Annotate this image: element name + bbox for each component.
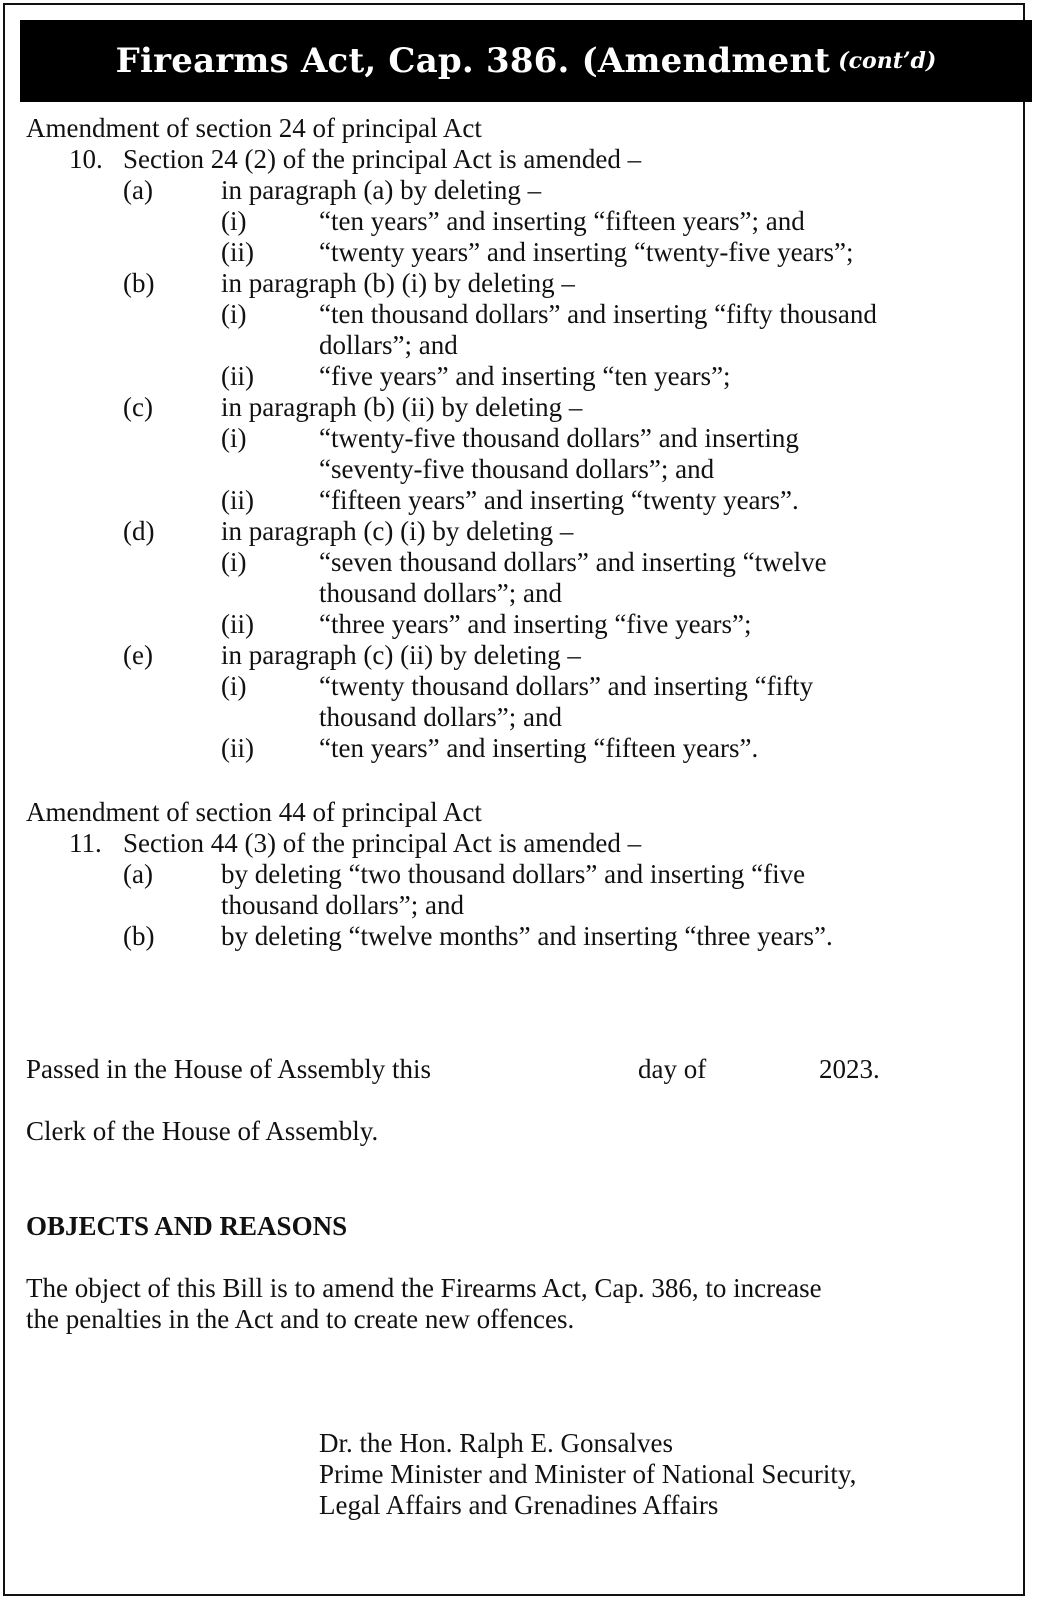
- subparagraph-text: “fifteen years” and inserting “twenty years”.: [319, 485, 799, 515]
- subparagraph-text: “three years” and inserting “five years”;: [319, 609, 752, 639]
- objects-line-2: the penalties in the Act and to create new offences.: [26, 1304, 575, 1334]
- subparagraph-text: “seven thousand dollars” and inserting “twelve: [319, 547, 827, 577]
- subparagraph-continuation: thousand dollars”; and: [319, 702, 562, 732]
- subparagraph-text: “twenty-five thousand dollars” and inserting: [319, 423, 799, 453]
- objects-section: [26, 1211, 1026, 1242]
- paragraph-text: by deleting “two thousand dollars” and inserting “five: [221, 859, 806, 889]
- subparagraph-label: (i): [221, 206, 247, 236]
- section-24-heading: Amendment of section 24 of principal Act: [26, 113, 482, 143]
- signatory-title-1: Prime Minister and Minister of National Security,: [319, 1459, 857, 1489]
- document-body: [26, 113, 1026, 764]
- title-banner: [20, 20, 1032, 102]
- section-44: [26, 797, 1026, 952]
- document-title: Firearms Act, Cap. 386. (Amendment: [115, 41, 831, 81]
- passed-text: Passed in the House of Assembly this: [26, 1054, 431, 1084]
- subparagraph-text: “twenty years” and inserting “twenty-five years”;: [319, 237, 854, 267]
- paragraph-continuation: thousand dollars”; and: [221, 890, 464, 920]
- objects-body: [26, 1273, 1026, 1335]
- subparagraph-label: (ii): [221, 237, 254, 267]
- clause-intro: Section 44 (3) of the principal Act is amended –: [123, 828, 642, 858]
- subparagraph-continuation: thousand dollars”; and: [319, 578, 562, 608]
- paragraph-text: in paragraph (b) (ii) by deleting –: [221, 392, 583, 422]
- paragraph-text: in paragraph (b) (i) by deleting –: [221, 268, 575, 298]
- clerk-line: [26, 1116, 1026, 1147]
- signature-block: [26, 1428, 1026, 1521]
- signatory-name: Dr. the Hon. Ralph E. Gonsalves: [319, 1428, 673, 1458]
- subparagraph-text: “ten thousand dollars” and inserting “fifty thousand: [319, 299, 877, 329]
- paragraph-text: in paragraph (c) (ii) by deleting –: [221, 640, 581, 670]
- clause-number: 11.: [69, 828, 102, 858]
- subparagraph-label: (i): [221, 547, 247, 577]
- subparagraph-label: (i): [221, 423, 247, 453]
- paragraph-label: (a): [123, 859, 153, 889]
- paragraph-label: (e): [123, 640, 153, 670]
- clause-number: 10.: [69, 144, 103, 174]
- subparagraph-label: (i): [221, 299, 247, 329]
- signatory-title-2: Legal Affairs and Grenadines Affairs: [319, 1490, 719, 1520]
- subparagraph-text: “twenty thousand dollars” and inserting “fifty: [319, 671, 814, 701]
- subparagraph-label: (ii): [221, 485, 254, 515]
- subparagraph-text: “ten years” and inserting “fifteen years”.: [319, 733, 759, 763]
- objects-heading: OBJECTS AND REASONS: [26, 1211, 348, 1241]
- subparagraph-label: (i): [221, 671, 247, 701]
- paragraph-label: (b): [123, 268, 155, 298]
- subparagraph-text: “five years” and inserting “ten years”;: [319, 361, 731, 391]
- paragraph-label: (b): [123, 921, 155, 951]
- paragraph-label: (d): [123, 516, 155, 546]
- subparagraph-label: (ii): [221, 733, 254, 763]
- passed-line: [26, 1054, 1026, 1085]
- subparagraph-label: (ii): [221, 361, 254, 391]
- clause-intro: Section 24 (2) of the principal Act is amended –: [123, 144, 642, 174]
- contd-label: (cont’d): [838, 48, 937, 74]
- section-44-heading: Amendment of section 44 of principal Act: [26, 797, 482, 827]
- subparagraph-continuation: “seventy-five thousand dollars”; and: [319, 454, 715, 484]
- paragraph-text: in paragraph (a) by deleting –: [221, 175, 542, 205]
- day-of-text: day of: [638, 1054, 707, 1084]
- paragraph-text: in paragraph (c) (i) by deleting –: [221, 516, 574, 546]
- paragraph-label: (a): [123, 175, 153, 205]
- paragraph-label: (c): [123, 392, 153, 422]
- subparagraph-text: “ten years” and inserting “fifteen years”; and: [319, 206, 805, 236]
- subparagraph-continuation: dollars”; and: [319, 330, 458, 360]
- clerk-text: Clerk of the House of Assembly.: [26, 1116, 379, 1146]
- objects-line-1: The object of this Bill is to amend the Firearms Act, Cap. 386, to increase: [26, 1273, 822, 1303]
- subparagraph-label: (ii): [221, 609, 254, 639]
- year-text: 2023.: [819, 1054, 880, 1084]
- paragraph-text: by deleting “twelve months” and inserting “three years”.: [221, 921, 833, 951]
